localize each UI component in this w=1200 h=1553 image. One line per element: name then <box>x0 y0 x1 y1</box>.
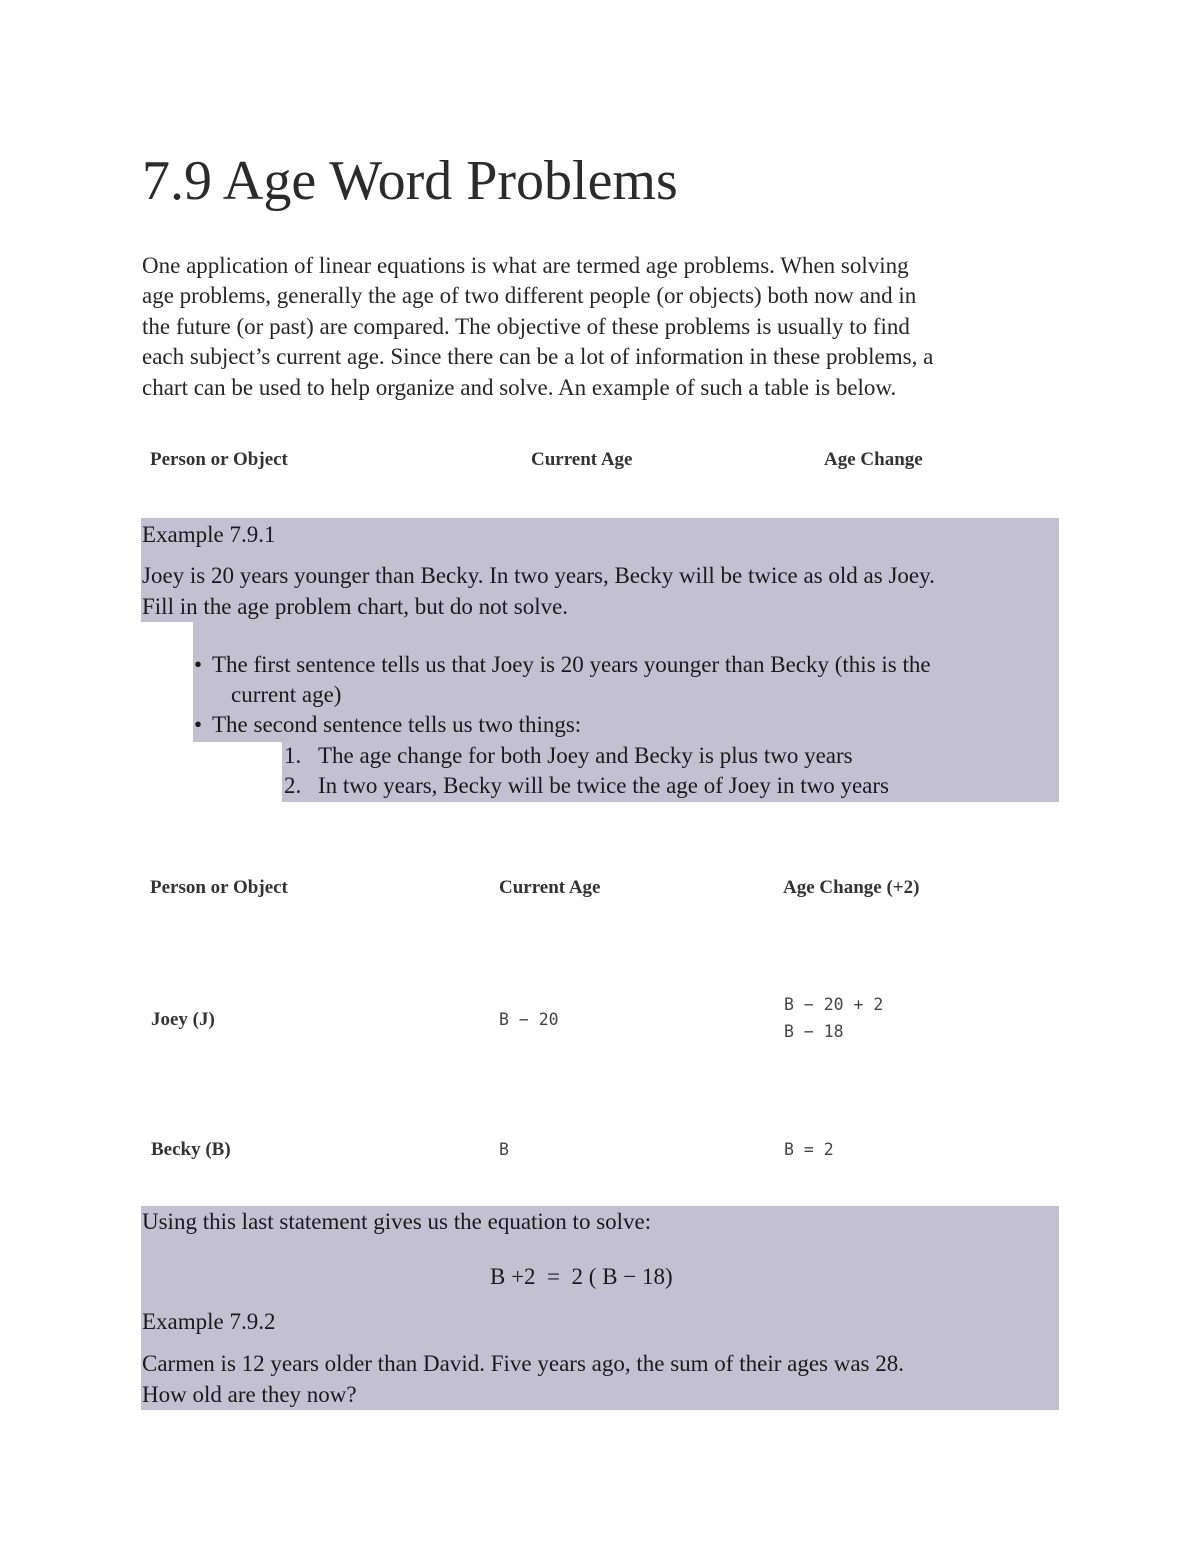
example1-text-line: Joey is 20 years younger than Becky. In two years, Becky will be twice as old as Joey. <box>142 563 935 588</box>
table2-cell-name: Joey (J) <box>151 1009 215 1030</box>
table1-header-person: Person or Object <box>150 449 288 470</box>
numbered-item-number: 1. <box>284 743 302 768</box>
intro-line: age problems, generally the age of two different people (or objects) both now and in <box>142 283 917 309</box>
table2-cell-current: B − 20 <box>499 1010 559 1029</box>
intro-paragraph <box>142 251 1072 403</box>
numbered-item-text: The age change for both Joey and Becky is plus two years <box>318 743 853 768</box>
intro-line: chart can be used to help organize and solve. An example of such a table is below. <box>142 374 897 400</box>
table2-cell-name: Becky (B) <box>151 1139 231 1160</box>
table2-cell-change: B − 18 <box>784 1022 844 1041</box>
numbered-item-number: 2. <box>284 773 302 798</box>
bullet-icon: • <box>194 712 203 737</box>
intro-line: One application of linear equations is what are termed age problems. When solving <box>142 253 909 278</box>
table2-header-current-age: Current Age <box>499 877 601 898</box>
intro-line: each subject’s current age. Since there can be a lot of information in these problems, a <box>142 344 934 370</box>
bullet-item-text-cont: current age) <box>231 682 342 707</box>
bullet-icon: • <box>194 652 203 677</box>
table2-header-age-change: Age Change (+2) <box>783 877 920 898</box>
example2-text-line: Carmen is 12 years older than David. Five years ago, the sum of their ages was 28. <box>142 1351 904 1376</box>
example2-label: Example 7.9.2 <box>142 1309 276 1334</box>
numbered-item-text: In two years, Becky will be twice the age of Joey in two years <box>318 773 889 798</box>
intro-line: the future (or past) are compared. The objective of these problems is usually to find <box>142 313 910 339</box>
table2-header-person: Person or Object <box>150 877 288 898</box>
table2-cell-current: B <box>499 1140 509 1159</box>
page-title: 7.9 Age Word Problems <box>142 150 678 212</box>
table1-header-age-change: Age Change <box>824 449 923 470</box>
table2-cell-change: B − 20 + 2 <box>784 995 884 1014</box>
example1-label: Example 7.9.1 <box>142 522 276 547</box>
table2-cell-change: B = 2 <box>784 1140 834 1159</box>
table1-header-current-age: Current Age <box>531 449 633 470</box>
example1-text-line: Fill in the age problem chart, but do not solve. <box>142 594 569 619</box>
equation: B +2 = 2 ( B − 18) <box>490 1264 673 1289</box>
bullet-item-text: The first sentence tells us that Joey is 20 years younger than Becky (this is the <box>212 652 931 677</box>
conclusion-text: Using this last statement gives us the equation to solve: <box>142 1209 652 1234</box>
example2-text-line: How old are they now? <box>142 1382 357 1407</box>
bullet-item-text: The second sentence tells us two things: <box>212 712 582 737</box>
